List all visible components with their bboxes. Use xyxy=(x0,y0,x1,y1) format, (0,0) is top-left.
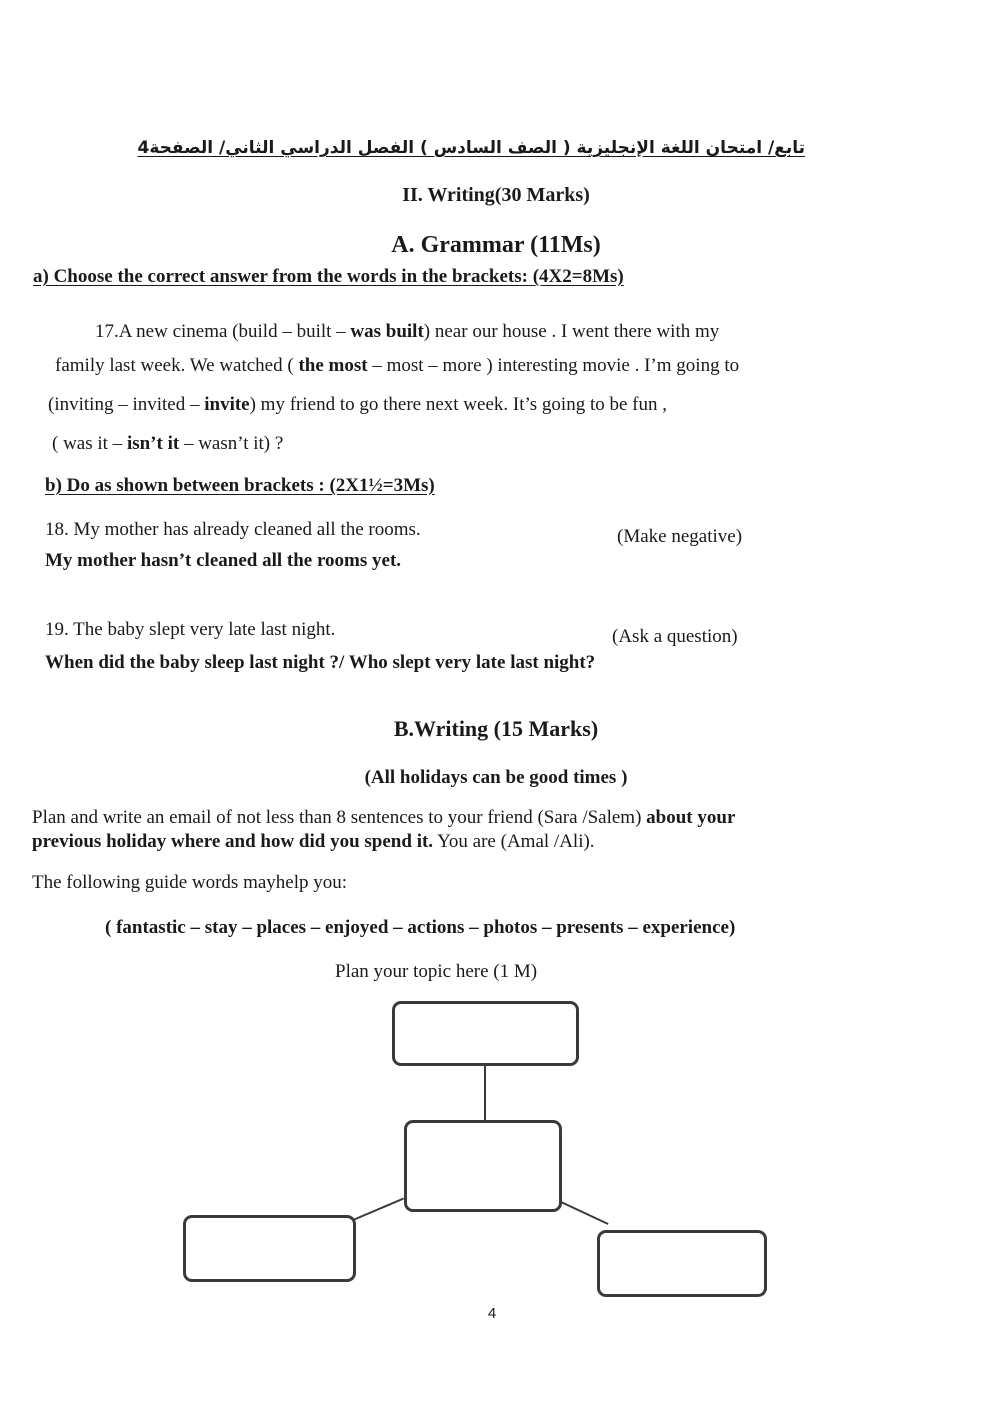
page-number: 4 xyxy=(487,1305,497,1322)
q18-answer: My mother hasn’t cleaned all the rooms yet. xyxy=(45,550,402,571)
guide-intro: The following guide words mayhelp you: xyxy=(32,872,348,893)
arabic-header: تابع/ امتحان اللغة الإنجليزية ( الصف السادس ) الفصل الدراسي الثاني/ الصفحة4 xyxy=(137,138,805,158)
connector-top xyxy=(484,1066,486,1120)
plan-box-left[interactable] xyxy=(183,1215,356,1282)
q17-line-1: 17.A new cinema (build – built – was built) near our house . I went there with my xyxy=(95,321,720,342)
writing-title: B.Writing (15 Marks) xyxy=(393,716,599,741)
writing-topic: (All holidays can be good times ) xyxy=(364,767,628,788)
writing-prompt-line-2: previous holiday where and how did you spend it. You are (Amal /Ali). xyxy=(32,831,595,852)
connector-left xyxy=(353,1198,404,1221)
part-a-instruction: a) Choose the correct answer from the words in the brackets: (4X2=8Ms) xyxy=(33,266,624,287)
q17-line-4: ( was it – isn’t it – wasn’t it) ? xyxy=(52,433,284,454)
q18-hint: (Make negative) xyxy=(617,526,743,547)
guide-words: ( fantastic – stay – places – enjoyed – actions – photos – presents – experience) xyxy=(105,917,736,938)
plan-label: Plan your topic here (1 M) xyxy=(335,961,538,982)
part-b-instruction: b) Do as shown between brackets : (2X1½=3Ms) xyxy=(45,475,435,496)
grammar-title: A. Grammar (11Ms) xyxy=(391,232,601,258)
q17-line-2: family last week. We watched ( the most – most – more ) interesting movie . I’m going to xyxy=(55,355,740,376)
q19-answer: When did the baby sleep last night ?/ Who slept very late last night? xyxy=(45,652,596,673)
plan-box-top[interactable] xyxy=(392,1001,579,1066)
connector-right xyxy=(561,1201,609,1225)
plan-box-center[interactable] xyxy=(404,1120,562,1212)
q19-question: 19. The baby slept very late last night. xyxy=(45,619,336,640)
q17-line-3: (inviting – invited – invite) my friend to go there next week. It’s going to be fun , xyxy=(48,394,667,415)
writing-prompt-line-1: Plan and write an email of not less than 8 sentences to your friend (Sara /Salem) about your xyxy=(32,807,736,828)
q18-question: 18. My mother has already cleaned all the rooms. xyxy=(45,519,421,540)
section-writing-title: II. Writing(30 Marks) xyxy=(402,184,590,206)
q19-hint: (Ask a question) xyxy=(612,626,738,647)
plan-box-right[interactable] xyxy=(597,1230,767,1297)
